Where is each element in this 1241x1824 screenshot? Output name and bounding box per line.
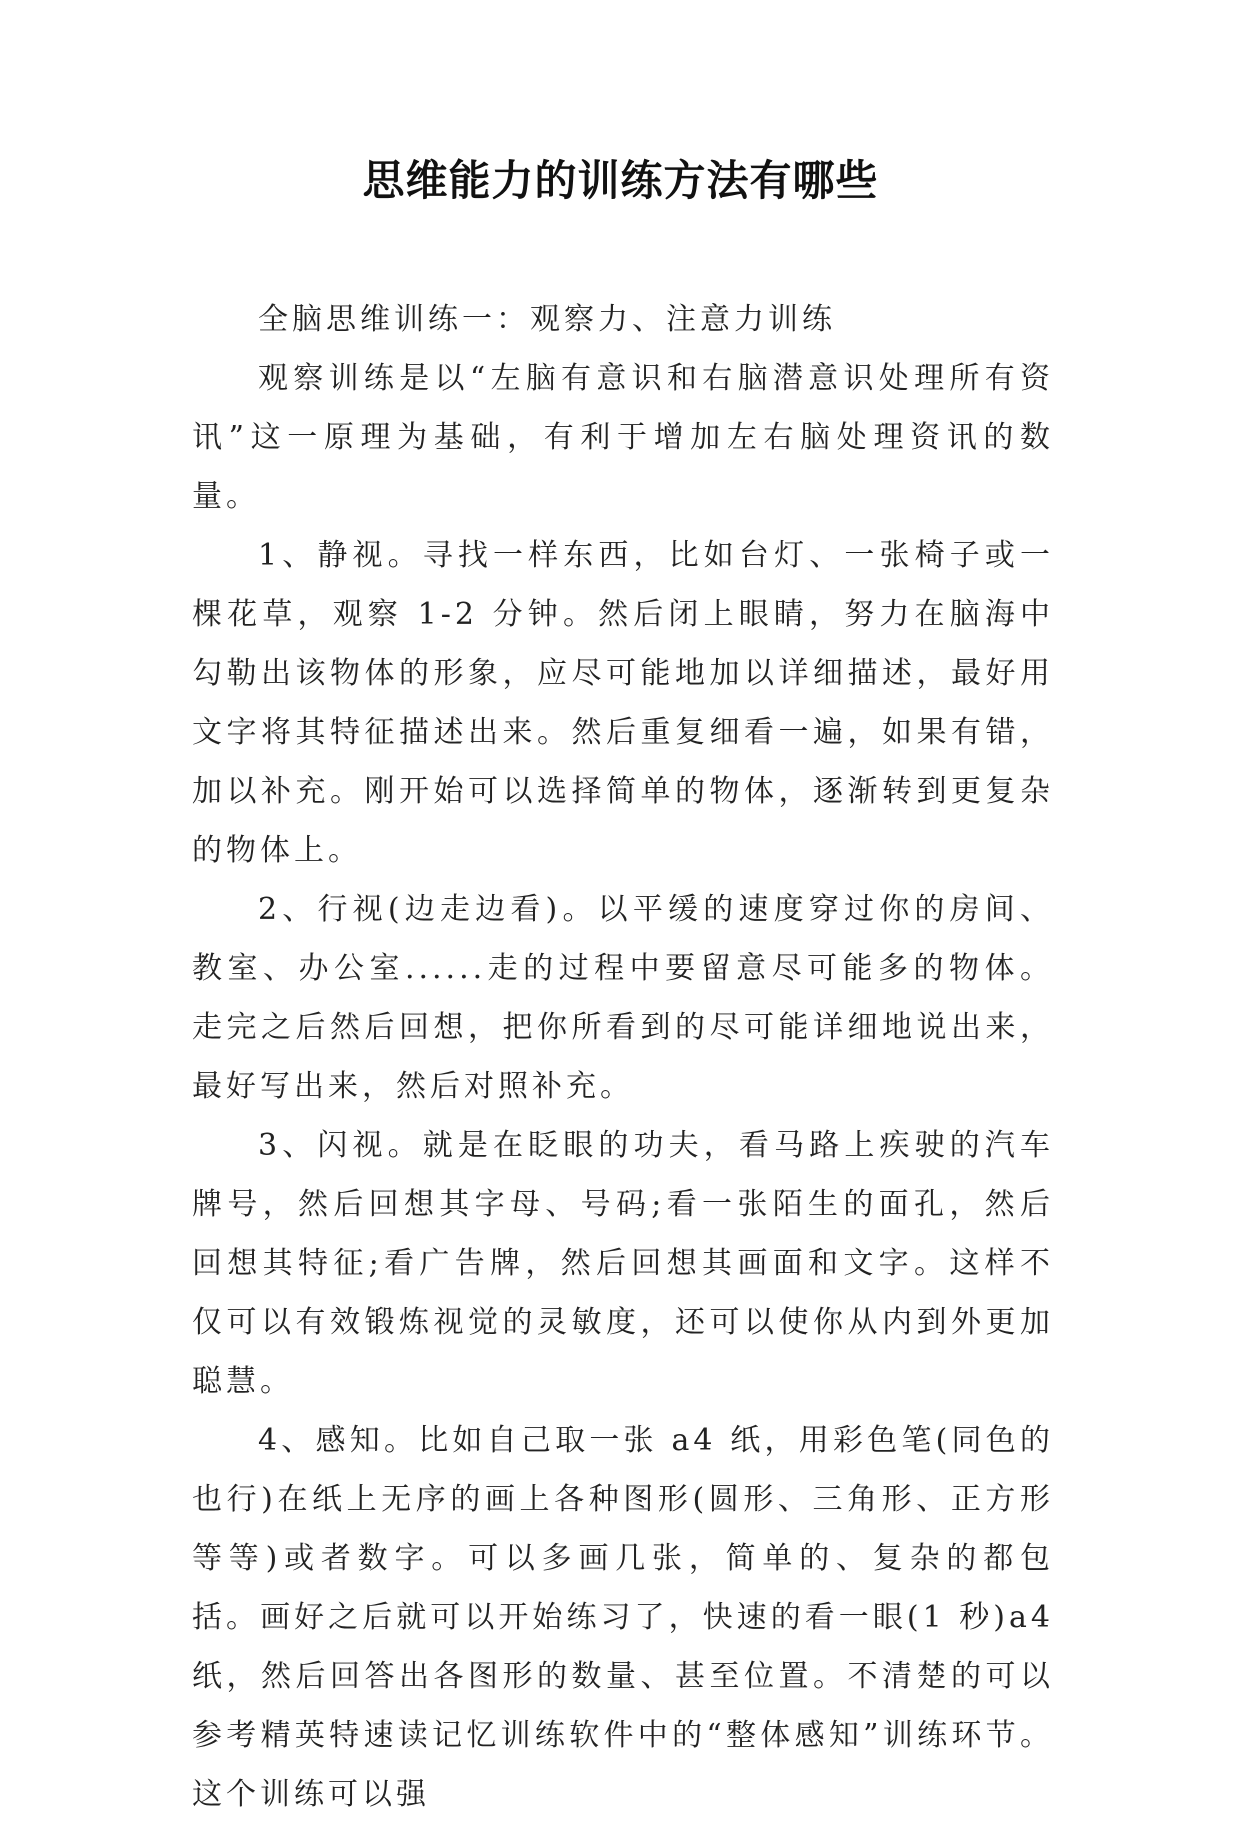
document-body bbox=[192, 290, 1054, 1824]
paragraph-flash-viewing: 3、闪视。就是在眨眼的功夫，看马路上疾驶的汽车牌号，然后回想其字母、号码;看一张陌生的面孔，然后回想其特征;看广告牌，然后回想其画面和文字。这样不仅可以有效锻炼视觉的灵敏度，还可以使你从内到外更加聪慧。 bbox=[192, 1128, 1054, 1399]
paragraph-static-viewing: 1、静视。寻找一样东西，比如台灯、一张椅子或一棵花草，观察 1-2 分钟。然后闭上眼睛，努力在脑海中勾勒出该物体的形象，应尽可能地加以详细描述，最好用文字将其特征描述出来。然后重复细看一遍，如果有错，加以补充。刚开始可以选择简单的物体，逐渐转到更复杂的物体上。 bbox=[192, 538, 1054, 868]
paragraph-perception: 4、感知。比如自己取一张 a4 纸，用彩色笔(同色的也行)在纸上无序的画上各种图形(圆形、三角形、正方形等等)或者数字。可以多画几张，简单的、复杂的都包括。画好之后就可以开始练习了，快速的看一眼(1 秒)a4 纸，然后回答出各图形的数量、甚至位置。不清楚的可以参考精英特速读记忆训练软件中的“整体感知”训练环节。这个训练可以强 bbox=[192, 1423, 1054, 1812]
document-title: 思维能力的训练方法有哪些 bbox=[362, 156, 879, 205]
paragraph-section-heading: 全脑思维训练一：观察力、注意力训练 bbox=[258, 302, 836, 337]
paragraph-intro: 观察训练是以“左脑有意识和右脑潜意识处理所有资讯”这一原理为基础，有利于增加左右脑处理资讯的数量。 bbox=[192, 361, 1054, 514]
paragraph-walking-viewing: 2、行视(边走边看)。以平缓的速度穿过你的房间、教室、办公室......走的过程中要留意尽可能多的物体。走完之后然后回想，把你所看到的尽可能详细地说出来，最好写出来，然后对照补充。 bbox=[192, 892, 1054, 1104]
